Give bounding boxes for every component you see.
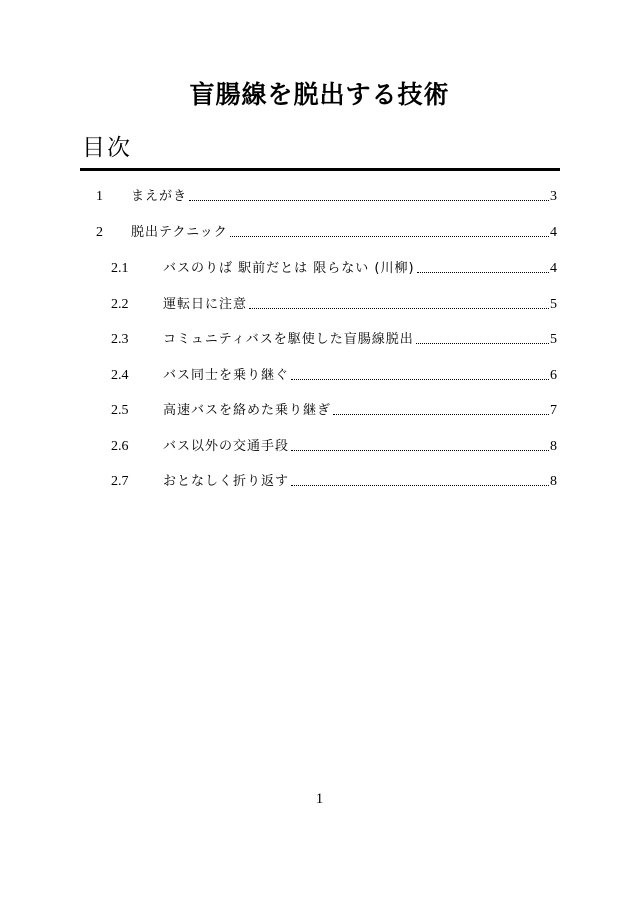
toc-dot-leader bbox=[417, 272, 549, 273]
toc-entry-number: 2.5 bbox=[111, 403, 129, 418]
toc-dot-leader bbox=[249, 308, 549, 309]
toc-entry-label: バス以外の交通手段 bbox=[163, 439, 290, 454]
toc-entry-label: まえがき bbox=[131, 189, 188, 204]
toc-heading: 目次 bbox=[82, 135, 132, 161]
toc-entry-label: 脱出テクニック bbox=[131, 225, 228, 240]
toc-entry-line bbox=[163, 260, 557, 278]
toc-dot-leader bbox=[230, 236, 549, 237]
toc-entry-2-1[interactable] bbox=[0, 258, 639, 280]
toc-dot-leader bbox=[416, 343, 549, 344]
toc-entry-page: 5 bbox=[550, 297, 557, 312]
toc-entry-2-7[interactable] bbox=[0, 471, 639, 493]
toc-entry-page: 7 bbox=[550, 403, 557, 418]
page-number: 1 bbox=[315, 791, 324, 807]
toc-entry-number: 2.7 bbox=[111, 474, 129, 489]
toc-entry-2[interactable] bbox=[0, 222, 639, 244]
toc-entry-line bbox=[163, 402, 557, 420]
toc-entry-number: 2.1 bbox=[111, 261, 129, 276]
toc-entry-line bbox=[163, 473, 557, 491]
toc-entry-page: 8 bbox=[550, 439, 557, 454]
toc-entry-page: 6 bbox=[550, 368, 557, 383]
toc-entry-line bbox=[131, 188, 557, 206]
toc-entry-2-5[interactable] bbox=[0, 400, 639, 422]
toc-dot-leader bbox=[291, 485, 549, 486]
toc-entry-line bbox=[131, 224, 557, 242]
toc-dot-leader bbox=[333, 414, 549, 415]
toc-entry-1[interactable] bbox=[0, 186, 639, 208]
toc-entry-number: 2.4 bbox=[111, 368, 129, 383]
toc-entry-label: コミュニティバスを駆使した盲腸線脱出 bbox=[163, 332, 414, 347]
toc-entry-page: 4 bbox=[550, 261, 557, 276]
toc-entry-label: 運転日に注意 bbox=[163, 297, 248, 312]
toc-entry-2-2[interactable] bbox=[0, 294, 639, 316]
toc-dot-leader bbox=[291, 379, 549, 380]
toc-entry-number: 2.6 bbox=[111, 439, 129, 454]
toc-entry-number: 2.3 bbox=[111, 332, 129, 347]
toc-entry-page: 8 bbox=[550, 474, 557, 489]
document-title: 盲腸線を脱出する技術 bbox=[189, 80, 450, 109]
toc-entry-label: バス同士を乗り継ぐ bbox=[163, 368, 290, 383]
toc-entry-label: 高速バスを絡めた乗り継ぎ bbox=[163, 403, 332, 418]
toc-entry-2-6[interactable] bbox=[0, 436, 639, 458]
toc-entry-number: 2 bbox=[96, 225, 103, 240]
toc-entry-label: おとなしく折り返す bbox=[163, 474, 290, 489]
toc-entry-number: 2.2 bbox=[111, 297, 129, 312]
toc-dot-leader bbox=[291, 450, 549, 451]
toc-entry-line bbox=[163, 331, 557, 349]
toc-entry-page: 4 bbox=[550, 225, 557, 240]
toc-entry-2-3[interactable] bbox=[0, 329, 639, 351]
toc-entry-label: バスのりば 駅前だとは 限らない (川柳) bbox=[163, 261, 415, 276]
toc-entry-page: 5 bbox=[550, 332, 557, 347]
toc-entry-page: 3 bbox=[550, 189, 557, 204]
toc-entry-2-4[interactable] bbox=[0, 365, 639, 387]
toc-entry-line bbox=[163, 438, 557, 456]
toc-entry-line bbox=[163, 296, 557, 314]
toc-entry-number: 1 bbox=[96, 189, 103, 204]
toc-dot-leader bbox=[189, 200, 549, 201]
toc-entry-line bbox=[163, 367, 557, 385]
